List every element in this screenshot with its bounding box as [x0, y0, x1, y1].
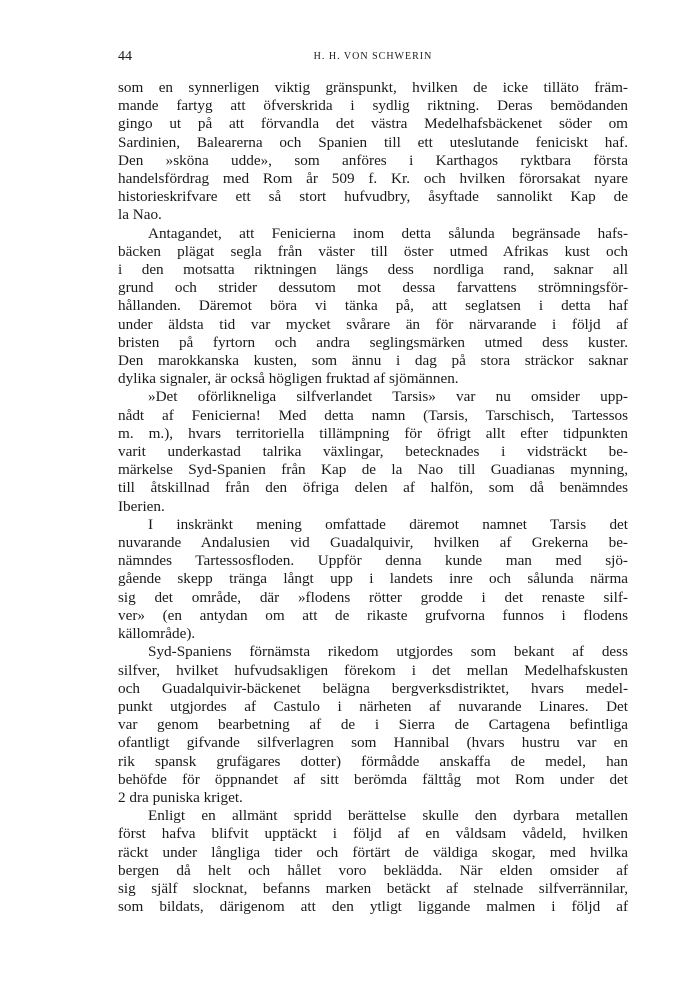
paragraph: [118, 807, 628, 916]
text-line: »Det oförlikneliga silfverlandet Tarsis» var nu omsider upp-: [148, 388, 628, 406]
paragraph: [118, 516, 628, 643]
page-header: [118, 49, 628, 69]
text-line: m. m.), hvars territoriella tillämpning för öfrigt allt efter tidpunkten: [118, 424, 628, 442]
text-line: nådt af Fenicierna! Med detta namn (Tarsis, Tarschisch, Tartessos: [118, 406, 628, 424]
text-line: som en synnerligen viktig gränspunkt, hvilken de icke tilläto främ-: [118, 79, 628, 96]
text-line: som bildats, därigenom att den ytligt liggande malmen i följd af: [118, 898, 628, 916]
text-line: nämndes Tartessosfloden. Uppför denna kunde man med sjö-: [118, 552, 628, 570]
text-line: räckt under långliga tider och förtärt de väldiga skogar, med hvilka: [118, 843, 628, 861]
text-line: historieskrifvare ett så stort hufvudbry, åsyftade sannolikt Kap de: [118, 188, 628, 206]
text-line: bristen på fyrtorn och andra seglingsmärken utmed dess kuster.: [118, 333, 628, 351]
text-line: gingo ut på att förvandla det västra Medelhafsbäckenet söder om: [118, 115, 628, 133]
paragraph: [118, 79, 628, 225]
text-line: Syd-Spaniens förnämsta rikedom utgjordes som bekant af dess: [148, 643, 628, 661]
text-line: bäcken plägat segla från väster till öster utmed Afrikas kust och: [118, 242, 628, 260]
text-line: ver» (en antydan om att de rikaste grufvorna funnos i flodens: [118, 606, 628, 624]
text-line: hållanden. Däremot böra vi tänka på, att seglatsen i detta haf: [118, 297, 628, 315]
text-line: Den »sköna udde», som anföres i Karthagos ryktbara första: [118, 151, 628, 169]
text-line: punkt utgjordes af Castulo i närheten af nuvarande Linares. Det: [118, 697, 628, 715]
text-line: mande fartyg att öfverskrida i sydlig riktning. Deras bemödanden: [118, 97, 628, 115]
text-line: handelsfördrag med Rom år 509 f. Kr. och hvilken förorsakat nyare: [118, 170, 628, 188]
text-line: Sardinien, Balearerna och Spanien till ett uteslutande feniciskt haf.: [118, 133, 628, 151]
text-line: nuvarande Andalusien vid Guadalquivir, hvilken af Grekerna be-: [118, 534, 628, 552]
text-line: källområde).: [118, 625, 196, 643]
text-line: Antagandet, att Fenicierna inom detta sålunda begränsade hafs-: [148, 224, 628, 242]
text-line: dylika signaler, är också högligen fruktad af sjömännen.: [118, 370, 459, 388]
text-line: ofantligt gifvande silfverlagren som Hannibal (hvars hustru var en: [118, 734, 628, 752]
text-line: 2 dra puniska kriget.: [118, 788, 243, 806]
text-line: märkelse Syd-Spanien från Kap de la Nao till Guadianas mynning,: [118, 461, 628, 479]
text-line: rik spansk grufägares dotter) förmådde anskaffa de medel, han: [118, 752, 628, 770]
text-line: Iberien.: [118, 497, 165, 515]
text-line: först hafva blifvit upptäckt i följd af en våldsam vådeld, hvilken: [118, 825, 628, 843]
text-line: varit underkastad talrika växlingar, betecknades i vidsträckt be-: [118, 443, 628, 461]
text-line: Enligt en allmänt spridd berättelse skulle den dyrbara metallen: [148, 807, 628, 825]
text-line: sig själf slocknat, befanns marken betäckt af stelnade silfverrännilar,: [118, 879, 628, 897]
paragraph: [118, 225, 628, 389]
text-line: grund och strider dessutom mot dessa farvattens strömningsför-: [118, 279, 628, 297]
text-line: Den marokkanska kusten, som ännu i dag på stora sträckor saknar: [118, 352, 628, 370]
page-number: 44: [118, 49, 132, 64]
text-line: silfver, hvilket hufvudsakligen förekom i det mellan Medelhafskusten: [118, 661, 628, 679]
running-head: H. H. VON SCHWERIN: [313, 51, 433, 62]
text-line: sig det område, där »flodens rötter grodde i det renaste silf-: [118, 588, 628, 606]
text-line: under äldsta tid var mycket svårare än för närvarande i följd af: [118, 315, 628, 333]
text-line: I inskränkt mening omfattade däremot namnet Tarsis det: [148, 515, 628, 533]
body-text: [118, 79, 628, 916]
text-line: behöfde för öppnandet af sitt berömda fälttåg mot Rom under det: [118, 770, 628, 788]
paragraph: [118, 388, 628, 515]
text-line: var genom bearbetning af de i Sierra de Cartagena befintliga: [118, 716, 628, 734]
text-line: la Nao.: [118, 206, 162, 224]
text-line: i den motsatta riktningen längs dess nordliga rand, saknar all: [118, 261, 628, 279]
text-line: och Guadalquivir-bäckenet belägna bergverksdistriktet, hvars medel-: [118, 679, 628, 697]
text-line: till åtskillnad från den öfriga delen af halfön, som då benämndes: [118, 479, 628, 497]
text-line: bergen då helt och hållet voro beklädda. När elden omsider af: [118, 861, 628, 879]
text-line: gående skepp tränga långt upp i landets inre och sålunda närma: [118, 570, 628, 588]
paragraph: [118, 643, 628, 807]
